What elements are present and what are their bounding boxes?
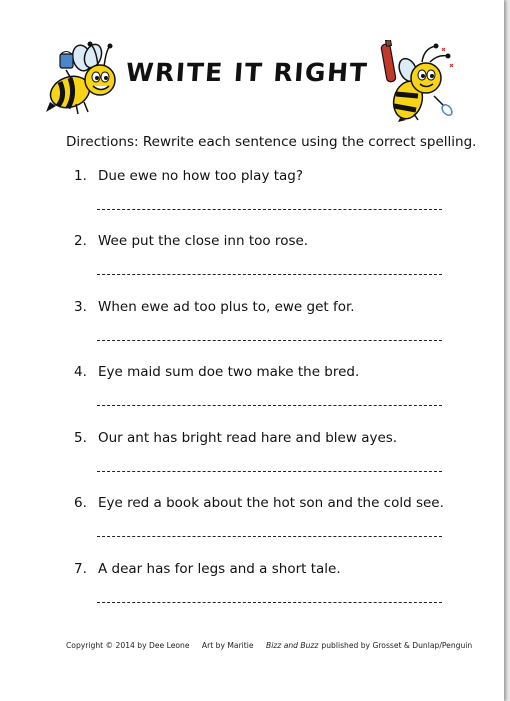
item-number: 6. [74,495,87,511]
item-number: 7. [74,561,87,577]
book-title: Bizz and Buzz [265,641,319,650]
answer-line[interactable] [97,602,442,603]
item-sentence: When ewe ad too plus to, ewe get for. [98,299,355,315]
item-sentence: Wee put the close inn too rose. [98,233,309,249]
answer-line[interactable] [97,274,442,275]
item-sentence: Eye maid sum doe two make the bred. [98,364,360,380]
item-sentence: Our ant has bright read hare and blew ayes. [98,430,398,446]
answer-line[interactable] [97,536,442,537]
directions-text: Directions: Rewrite each sentence using the correct spelling. [66,134,477,150]
answer-line[interactable] [97,340,442,341]
answer-line[interactable] [97,471,442,472]
item-number: 2. [74,233,87,249]
worksheet-title: WRITE IT RIGHT [124,58,370,87]
item-sentence: Due ewe no how too play tag? [98,168,304,184]
item-number: 5. [74,430,87,446]
item-number: 1. [74,168,87,184]
bee-chef-icon [378,40,456,122]
item-sentence: Eye red a book about the hot son and the cold see. [98,495,444,511]
answer-line[interactable] [97,405,442,406]
copyright-text: Copyright © 2014 by Dee Leone [66,641,190,650]
item-number: 4. [74,364,87,380]
footer-credits [66,641,482,650]
item-number: 3. [74,299,87,315]
bee-painter-icon [46,40,118,118]
answer-line[interactable] [97,209,442,210]
art-credit: Art by Maritie [201,641,254,650]
publisher-text: published by Grosset & Dunlap/Penguin [321,641,473,650]
item-sentence: A dear has for legs and a short tale. [98,561,341,577]
worksheet-header [0,0,504,130]
